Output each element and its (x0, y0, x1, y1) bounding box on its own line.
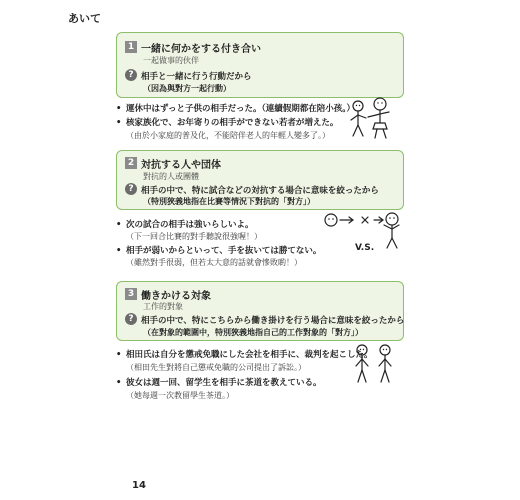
section-title: 働きかける対象 (141, 291, 211, 302)
facing-figures-illustration (352, 342, 396, 386)
section-explanation: 相手の中で、特に試合などの対抗する場合に意味を絞ったから (141, 186, 379, 196)
section-translation: 對抗的人或團體 (143, 172, 199, 181)
section-3-box (116, 281, 404, 341)
section-translation: 工作的對象 (143, 302, 183, 311)
example-sentence: • 運休中はずっと子供の相手だった。（連續假期都在陪小孩。） (116, 104, 355, 114)
companions-illustration (346, 96, 396, 140)
example-translation: （她每週一次教留學生茶道。） (126, 391, 234, 400)
section-explanation-zh: （特別狹義地指在比賽等情況下對抗的「對方」） (143, 197, 315, 206)
page-number: 14 (132, 480, 146, 491)
section-number: 1 (125, 41, 137, 53)
vs-label: V.S. (355, 243, 375, 253)
section-explanation-zh: （在對象的範圍中，特別狹義地指自己的工作對象的「對方」） (143, 328, 363, 337)
example-translation: （下一回合比賽的對手聽說很強喔！） (126, 232, 262, 241)
page-header: あいて (68, 12, 101, 25)
section-2-box (116, 150, 404, 210)
question-icon: ? (125, 69, 137, 81)
example-sentence: • 彼女は週一回、留学生を相手に茶道を教えている。 (116, 378, 322, 388)
example-sentence: • 相田氏は自分を懲戒免職にした会社を相手に、裁判を起こした。 (116, 350, 373, 360)
example-sentence: • 次の試合の相手は強いらしいよ。 (116, 220, 254, 230)
question-icon: ? (125, 183, 137, 195)
section-title: 対抗する人や団体 (141, 160, 221, 171)
example-translation: （由於小家庭的普及化，不能陪伴老人的年輕人變多了。） (126, 131, 330, 140)
question-icon: ? (125, 313, 137, 325)
section-1-box (116, 32, 404, 98)
example-translation: （雖然對手很弱，但若太大意的話就會慘敗喲！） (126, 258, 302, 267)
section-translation: 一起做事的伙伴 (143, 56, 199, 65)
versus-illustration (322, 210, 404, 260)
example-sentence: • 相手が弱いからといって、手を抜いては勝てない。 (116, 246, 322, 256)
section-number: 3 (125, 288, 137, 300)
section-number: 2 (125, 157, 137, 169)
example-sentence: • 核家族化で、お年寄りの相手ができない若者が増えた。 (116, 118, 339, 128)
section-title: 一緒に何かをする付き合い (141, 44, 261, 55)
section-explanation: 相手の中で、特にこちらから働き掛けを行う場合に意味を絞ったから (141, 316, 405, 326)
section-explanation-zh: （因為與對方一起行動） (143, 84, 231, 93)
section-explanation: 相手と一緒に行う行動だから (141, 72, 252, 82)
example-translation: （相田先生對將自己懲戒免職的公司提出了訴訟。） (126, 363, 306, 372)
